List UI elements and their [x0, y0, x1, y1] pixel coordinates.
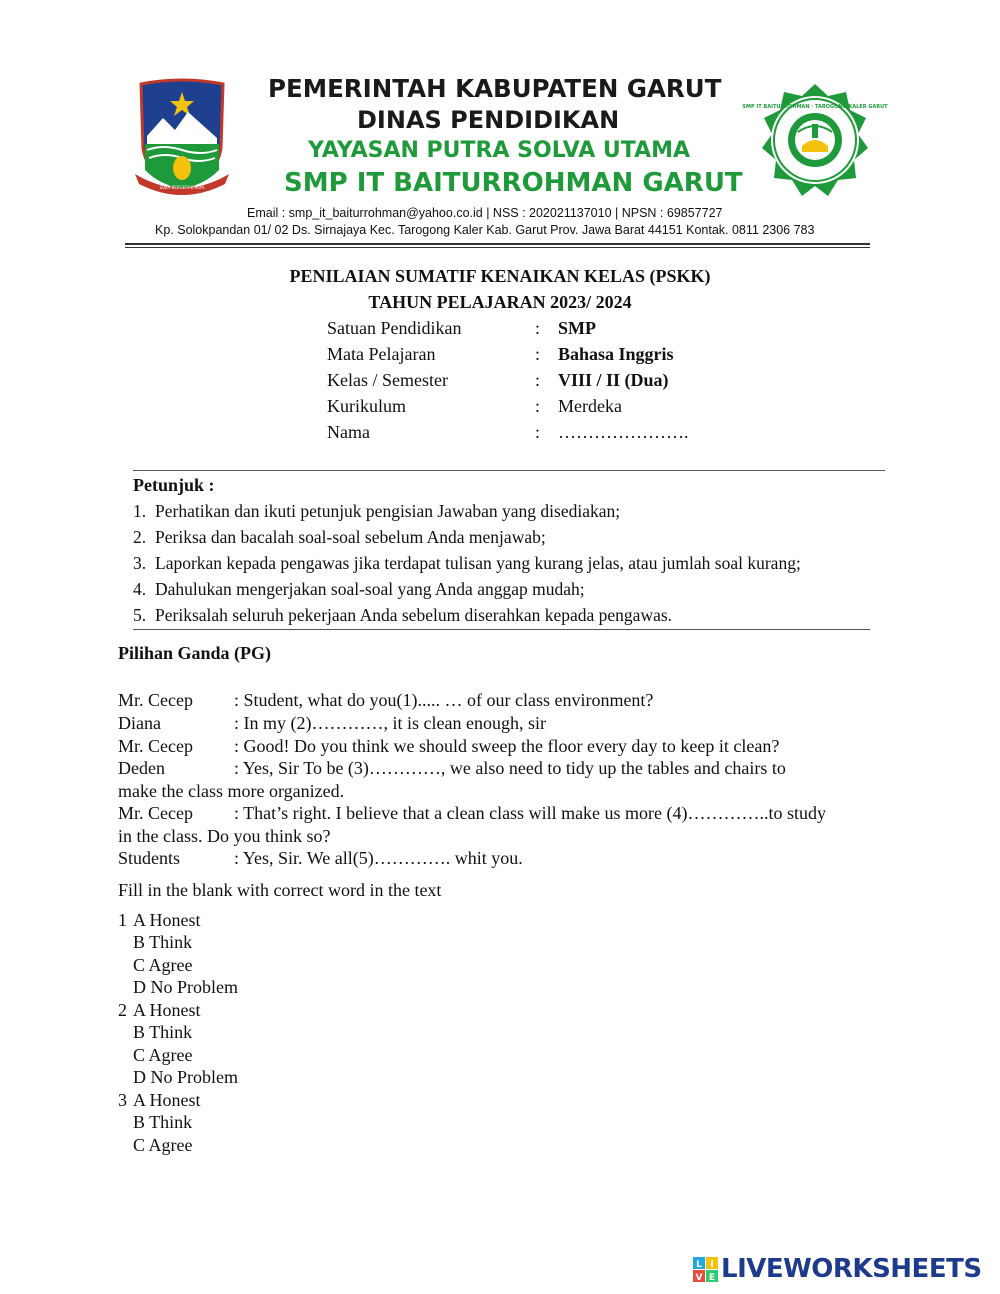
instruction-item: 2. Periksa dan bacalah soal-soal sebelum Anda menjawab;	[133, 527, 546, 547]
info-label: Kurikulum	[327, 396, 406, 416]
instruction-text: Periksa dan bacalah soal-soal sebelum Anda menjawab;	[155, 527, 546, 547]
dialogue-text: : Good! Do you think we should sweep the floor every day to keep it clean?	[234, 736, 780, 756]
instruction-item: 4. Dahulukan mengerjakan soal-soal yang Anda anggap mudah;	[133, 579, 585, 599]
letterhead-school-name: SMP IT BAITURROHMAN GARUT	[284, 168, 743, 198]
dialogue-speaker: Mr. Cecep	[118, 690, 193, 710]
liveworksheets-brand[interactable]: LIVEWORKSHEETS	[721, 1254, 982, 1284]
info-value: VIII / II (Dua)	[558, 370, 669, 390]
option-choice[interactable]: C Agree	[133, 955, 193, 975]
dialogue-text: : In my (2)…………, it is clean enough, sir	[234, 713, 546, 733]
info-value: Merdeka	[558, 396, 622, 416]
option-choice[interactable]: B Think	[133, 1022, 193, 1042]
option-choice[interactable]: A Honest	[133, 1090, 201, 1110]
option-choice[interactable]: A Honest	[133, 910, 201, 930]
garut-crest-logo	[133, 78, 231, 196]
info-colon: :	[535, 396, 541, 416]
info-colon: :	[535, 318, 541, 338]
info-row-curriculum	[327, 396, 622, 417]
school-seal-logo	[742, 82, 888, 202]
letterhead-contact-address: Kp. Solokpandan 01/ 02 Ds. Sirnajaya Kec. Tarogong Kaler Kab. Garut Prov. Jawa Barat 44151 Kontak. 0811 2306 783	[155, 223, 815, 237]
divider-bottom	[133, 629, 870, 630]
letterhead-department: DINAS PENDIDIKAN	[357, 106, 620, 134]
badge-letter: L	[696, 1260, 702, 1270]
dialogue-line	[118, 736, 779, 757]
option-choice[interactable]: C Agree	[133, 1045, 193, 1065]
info-colon: :	[535, 344, 541, 364]
seal-text: SMP IT BAITURROHMAN · TAROGONG KALER GARUT	[742, 104, 888, 110]
info-colon: :	[535, 370, 541, 390]
instruction-text: Dahulukan mengerjakan soal-soal yang Anda anggap mudah;	[155, 579, 585, 599]
dialogue-speaker: Mr. Cecep	[118, 803, 193, 823]
option-choice[interactable]: C Agree	[133, 1135, 193, 1155]
option-choice[interactable]: D No Problem	[133, 977, 238, 997]
dialogue-speaker: Mr. Cecep	[118, 736, 193, 756]
info-label: Satuan Pendidikan	[327, 318, 462, 338]
info-colon: :	[535, 422, 541, 442]
badge-letter: V	[695, 1273, 703, 1283]
badge-letter: E	[708, 1273, 716, 1283]
divider-top	[133, 470, 885, 471]
instruction-text: Periksalah seluruh pekerjaan Anda sebelum diserahkan kepada pengawas.	[155, 605, 673, 625]
dialogue-line	[118, 690, 653, 711]
dialogue-line	[118, 758, 786, 779]
info-row-class-semester	[327, 370, 669, 391]
letterhead-rule-thick	[125, 243, 870, 245]
section-heading: Pilihan Ganda (PG)	[118, 643, 272, 663]
option-choice[interactable]: D No Problem	[133, 1067, 238, 1087]
instruction-item: 5. Periksalah seluruh pekerjaan Anda sebelum diserahkan kepada pengawas.	[133, 605, 673, 625]
option-choice[interactable]: B Think	[133, 1112, 193, 1132]
dialogue-text: : Student, what do you(1)..... … of our class environment?	[234, 690, 654, 710]
exam-title: PENILAIAN SUMATIF KENAIKAN KELAS (PSKK)	[289, 266, 711, 286]
dialogue-continuation: in the class. Do you think so?	[118, 826, 331, 846]
instruction-text: Laporkan kepada pengawas jika terdapat tulisan yang kurang jelas, atau jumlah soal kurang;	[155, 553, 801, 573]
info-label: Mata Pelajaran	[327, 344, 436, 364]
info-value: Bahasa Inggris	[558, 344, 674, 364]
letterhead-rule-thin	[125, 247, 870, 248]
option-choice[interactable]: A Honest	[133, 1000, 201, 1020]
liveworksheets-badge-icon	[693, 1257, 719, 1283]
letterhead-foundation: YAYASAN PUTRA SOLVA UTAMA	[308, 138, 691, 163]
dialogue-speaker: Students	[118, 848, 181, 868]
dialogue-line	[118, 848, 523, 869]
option-choice[interactable]: B Think	[133, 932, 193, 952]
instruction-item: 3. Laporkan kepada pengawas jika terdapat tulisan yang kurang jelas, atau jumlah soal kurang;	[133, 553, 801, 573]
dialogue-text: : Yes, Sir To be (3)…………, we also need to tidy up the tables and chairs to	[234, 758, 786, 778]
question-number: 2	[118, 1000, 127, 1020]
info-label: Kelas / Semester	[327, 370, 448, 390]
dialogue-line	[118, 803, 826, 824]
info-label: Nama	[327, 422, 370, 442]
instruction-item: 1. Perhatikan dan ikuti petunjuk pengisian Jawaban yang disediakan;	[133, 501, 621, 521]
dialogue-line	[118, 713, 546, 734]
dialogue-continuation: make the class more organized.	[118, 781, 345, 801]
dialogue-text: : Yes, Sir. We all(5)…………. whit you.	[234, 848, 523, 868]
crest-banner-text: SUKA BERGERAK RAYA	[159, 185, 205, 190]
letterhead-contact-email: Email : smp_it_baiturrohman@yahoo.co.id | NSS : 202021137010 | NPSN : 69857727	[247, 206, 723, 220]
dialogue-speaker: Deden	[118, 758, 165, 778]
academic-year: TAHUN PELAJARAN 2023/ 2024	[368, 292, 632, 312]
instructions-heading: Petunjuk :	[133, 475, 215, 495]
badge-letter: I	[710, 1260, 714, 1270]
dialogue-speaker: Diana	[118, 713, 161, 733]
name-blank[interactable]: ………………….	[558, 422, 689, 442]
question-number: 3	[118, 1090, 127, 1110]
info-row-subject	[327, 344, 674, 365]
info-row-name	[327, 422, 689, 443]
question-number: 1	[118, 910, 127, 930]
fill-in-instruction: Fill in the blank with correct word in the text	[118, 880, 442, 900]
info-value: SMP	[558, 318, 596, 338]
info-row-education-unit	[327, 318, 596, 339]
instruction-text: Perhatikan dan ikuti petunjuk pengisian Jawaban yang disediakan;	[155, 501, 621, 521]
dialogue-text: : That’s right. I believe that a clean class will make us more (4)…………..to study	[234, 803, 827, 823]
letterhead-government: PEMERINTAH KABUPATEN GARUT	[268, 74, 722, 103]
